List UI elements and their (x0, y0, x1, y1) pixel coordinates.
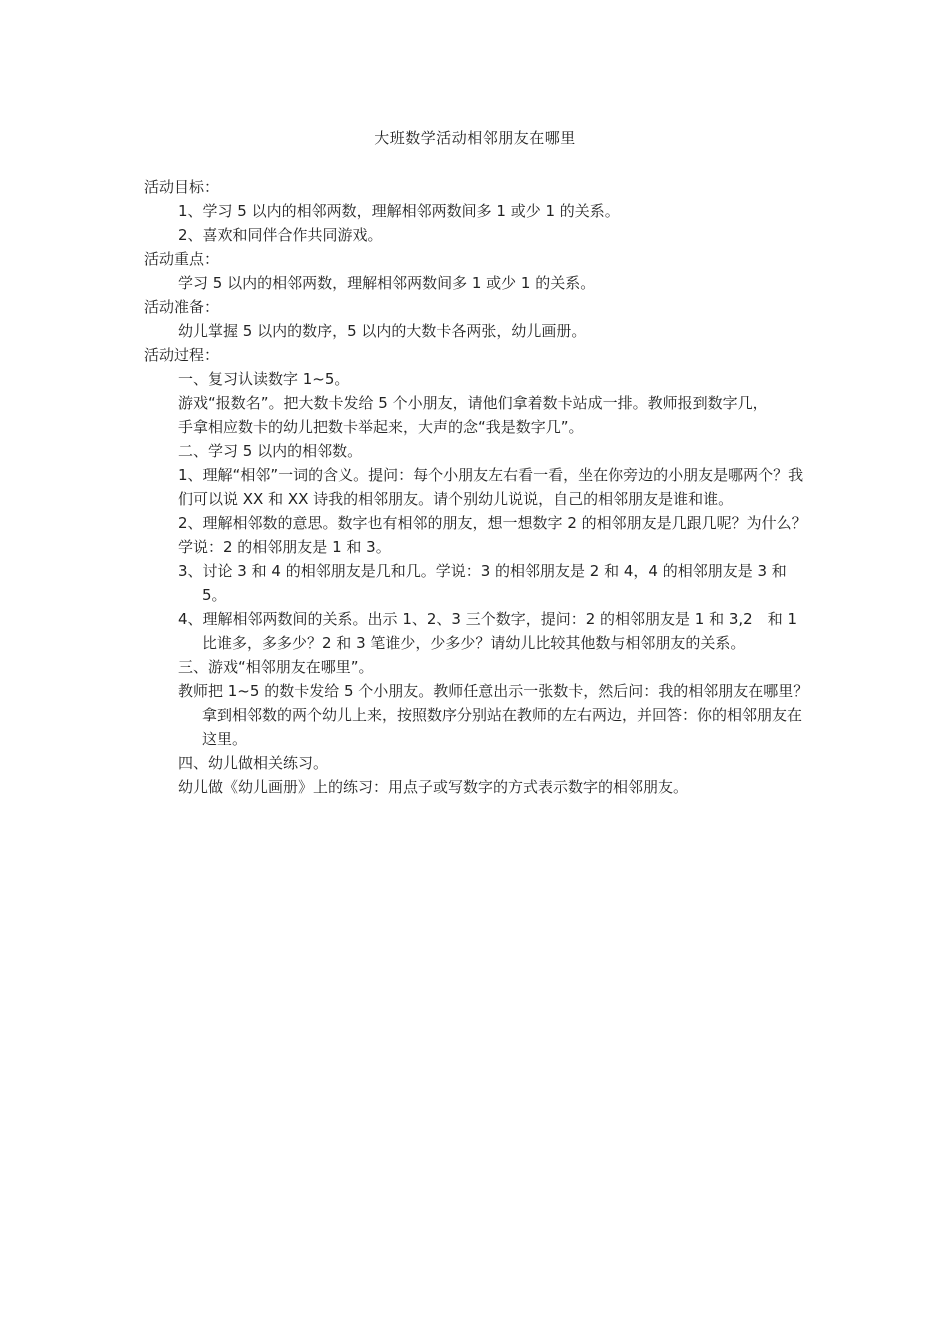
paragraph-line: 幼儿做《幼儿画册》上的练习：用点子或写数字的方式表示数字的相邻朋友。 (178, 778, 689, 796)
document-body (144, 175, 809, 799)
paragraph-line: 2、理解相邻数的意思。数字也有相邻的朋友，想一想数字 2 的相邻朋友是几跟几呢？为什么？学说：2 的相邻朋友是 1 和 3。 (178, 514, 807, 556)
paragraph-line: 四、幼儿做相关练习。 (178, 754, 329, 772)
paragraph-line: 手拿相应数卡的幼儿把数卡举起来，大声的念“我是数字几”。 (178, 418, 584, 436)
paragraph-line: 2、喜欢和同伴合作共同游戏。 (178, 226, 383, 244)
paragraph-line: 一、复习认读数字 1~5。 (178, 370, 350, 388)
section-heading-goals: 活动目标： (144, 178, 220, 196)
paragraph-line: 学习 5 以内的相邻两数，理解相邻两数间多 1 或少 1 的关系。 (178, 274, 596, 292)
document-title: 大班数学活动相邻朋友在哪里 (374, 129, 576, 147)
paragraph-line: 幼儿掌握 5 以内的数序，5 以内的大数卡各两张，幼儿画册。 (178, 322, 587, 340)
paragraph-line: 4、理解相邻两数间的关系。出示 1、2、3 三个数字，提问：2 的相邻朋友是 1 和 3,2 和 1 比谁多，多多少？2 和 3 笔谁少，少多少？请幼儿比较其他数与相邻朋友的关系。 (178, 610, 798, 652)
paragraph-line: 1、理解“相邻”一词的含义。提问：每个小朋友左右看一看，坐在你旁边的小朋友是哪两个？我们可以说 XX 和 XX 诗我的相邻朋友。请个别幼儿说说，自己的相邻朋友是谁和谁。 (178, 466, 804, 508)
section-heading-focus: 活动重点： (144, 250, 220, 268)
paragraph-line: 二、学习 5 以内的相邻数。 (178, 442, 363, 460)
section-heading-preparation: 活动准备： (144, 298, 220, 316)
paragraph-line: 教师把 1~5 的数卡发给 5 个小朋友。教师任意出示一张数卡，然后问：我的相邻朋友在哪里？拿到相邻数的两个幼儿上来，按照数序分别站在教师的左右两边，并回答：你的相邻朋友在这里。 (178, 682, 809, 748)
paragraph-line: 3、讨论 3 和 4 的相邻朋友是几和几。学说：3 的相邻朋友是 2 和 4，4 的相邻朋友是 3 和 5。 (178, 562, 787, 604)
section-heading-process: 活动过程： (144, 346, 220, 364)
paragraph-line: 游戏“报数名”。把大数卡发给 5 个小朋友，请他们拿着数卡站成一排。教师报到数字几， (178, 394, 768, 412)
paragraph-line: 1、学习 5 以内的相邻两数，理解相邻两数间多 1 或少 1 的关系。 (178, 202, 620, 220)
paragraph-line: 三、游戏“相邻朋友在哪里”。 (178, 658, 374, 676)
